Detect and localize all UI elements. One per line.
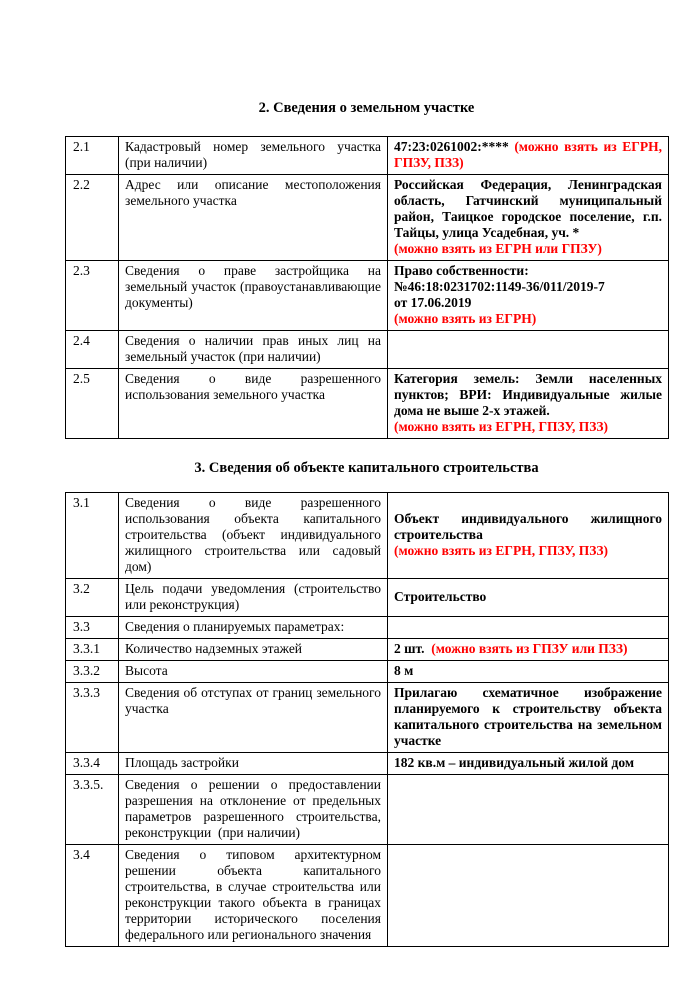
row-number-cell: 3.1 — [66, 493, 119, 579]
row-value-cell — [388, 683, 669, 753]
table-row — [66, 579, 669, 617]
row-number-cell: 2.5 — [66, 369, 119, 439]
row-value-cell — [388, 493, 669, 579]
row-label-cell: Цель подачи уведомления (строительство или реконструкция) — [119, 579, 388, 617]
row-value-cell — [388, 331, 669, 369]
section-capital-construction — [0, 460, 700, 947]
table-row — [66, 683, 669, 753]
value-text: Прилагаю схематичное изображение планируемого к строительству объекта капитального строительства на земельном участке — [394, 685, 662, 748]
row-number-cell: 3.3.4 — [66, 753, 119, 775]
value-note-red: (можно взять из ЕГРН) — [394, 311, 537, 326]
table-row — [66, 137, 669, 175]
row-label-cell: Кадастровый номер земельного участка (при наличии) — [119, 137, 388, 175]
table-row — [66, 175, 669, 261]
row-label-cell: Сведения о планируемых параметрах: — [119, 617, 388, 639]
row-label-cell: Сведения о виде разрешенного использования объекта капитального строительства (объект индивидуального жилищного строительства или садовый дом) — [119, 493, 388, 579]
table-row — [66, 617, 669, 639]
row-label-cell: Сведения о наличии прав иных лиц на земельный участок (при наличии) — [119, 331, 388, 369]
row-label-cell: Адрес или описание местоположения земельного участка — [119, 175, 388, 261]
table-row — [66, 331, 669, 369]
value-text: Объект индивидуального жилищного строительства — [394, 511, 662, 542]
row-number-cell: 3.3.3 — [66, 683, 119, 753]
value-text: 8 м — [394, 663, 414, 678]
table-row — [66, 493, 669, 579]
row-label-cell: Сведения об отступах от границ земельного участка — [119, 683, 388, 753]
table-row — [66, 775, 669, 845]
row-value-cell — [388, 639, 669, 661]
table-row — [66, 753, 669, 775]
row-number-cell: 3.4 — [66, 845, 119, 947]
row-value-cell — [388, 369, 669, 439]
row-number-cell: 2.2 — [66, 175, 119, 261]
value-text: Категория земель: Земли населенных пунктов; ВРИ: Индивидуальные жилые дома не выше 2-х этажей. — [394, 371, 662, 418]
table-row — [66, 639, 669, 661]
row-value-cell — [388, 579, 669, 617]
value-text: от 17.06.2019 — [394, 295, 472, 310]
table-row — [66, 261, 669, 331]
row-label-cell: Сведения о типовом архитектурном решении объекта капитального строительства, в случае строительства или реконструкции такого объекта в границах территории исторического поселения федерального или регионального значения — [119, 845, 388, 947]
row-value-cell — [388, 137, 669, 175]
value-note-red: (можно взять из ЕГРН или ГПЗУ) — [394, 241, 602, 256]
row-label-cell: Сведения о виде разрешенного использования земельного участка — [119, 369, 388, 439]
value-note-red: (можно взять из ЕГРН, ГПЗУ, ПЗЗ) — [394, 139, 662, 170]
row-number-cell: 3.2 — [66, 579, 119, 617]
row-label-cell: Сведения о праве застройщика на земельный участок (правоустанавливающие документы) — [119, 261, 388, 331]
table-row — [66, 661, 669, 683]
row-number-cell: 2.3 — [66, 261, 119, 331]
row-number-cell: 3.3.2 — [66, 661, 119, 683]
row-value-cell — [388, 617, 669, 639]
table-row — [66, 369, 669, 439]
value-text: №46:18:0231702:1149-36/011/2019-7 — [394, 279, 605, 294]
row-number-cell: 2.4 — [66, 331, 119, 369]
value-text: Строительство — [394, 589, 487, 604]
value-text: Право собственности: — [394, 263, 529, 278]
capital-construction-table — [65, 492, 669, 947]
row-label-cell: Высота — [119, 661, 388, 683]
row-value-cell — [388, 261, 669, 331]
row-number-cell: 3.3.5. — [66, 775, 119, 845]
value-note-red: (можно взять из ГПЗУ или ПЗЗ) — [427, 641, 628, 656]
value-text: 182 кв.м – индивидуальный жилой дом — [394, 755, 635, 770]
row-number-cell: 2.1 — [66, 137, 119, 175]
row-value-cell — [388, 845, 669, 947]
row-number-cell: 3.3 — [66, 617, 119, 639]
row-value-cell — [388, 753, 669, 775]
section-heading-land-plot: 2. Сведения о земельном участке — [258, 100, 475, 116]
value-note-red: (можно взять из ЕГРН, ГПЗУ, ПЗЗ) — [394, 543, 609, 558]
table-row — [66, 845, 669, 947]
row-value-cell — [388, 661, 669, 683]
land-plot-table — [65, 136, 669, 439]
row-label-cell: Сведения о решении о предоставлении разрешения на отклонение от предельных параметров разрешенного строительства, реконструкции (при наличии) — [119, 775, 388, 845]
row-label-cell: Площадь застройки — [119, 753, 388, 775]
section-heading-capital-construction: 3. Сведения об объекте капитального строительства — [194, 460, 539, 476]
value-text: 2 шт. — [394, 641, 428, 656]
section-land-plot — [0, 100, 700, 439]
row-value-cell — [388, 175, 669, 261]
row-value-cell — [388, 775, 669, 845]
value-text: 47:23:0261002:**** — [394, 139, 515, 154]
value-text: Российская Федерация, Ленинградская область, Гатчинский муниципальный район, Таицкое городское поселение, г.п. Тайцы, улица Усадебная, уч. * — [394, 177, 662, 240]
row-label-cell: Количество надземных этажей — [119, 639, 388, 661]
row-number-cell: 3.3.1 — [66, 639, 119, 661]
value-note-red: (можно взять из ЕГРН, ГПЗУ, ПЗЗ) — [394, 419, 609, 434]
